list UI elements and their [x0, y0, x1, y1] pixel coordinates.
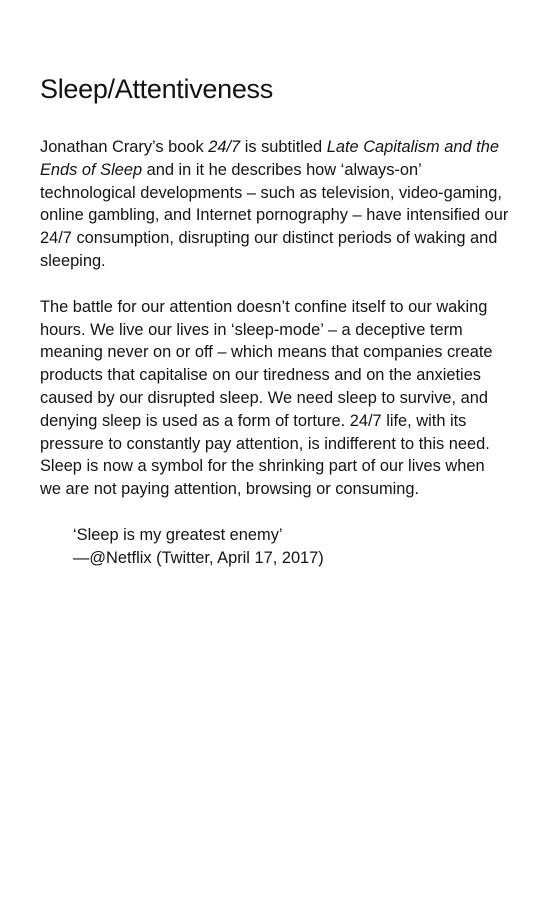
paragraph-intro-text-1: Jonathan Crary’s book: [40, 138, 209, 156]
paragraph-intro-text-3: and in it he describes how ‘always-on’ technological developments – such as television, video-gaming, online gambling, and Internet pornography – have intensified our 24/7 consumption, disrupting our distinct periods of waking and sleeping.: [40, 160, 509, 270]
section-heading: Sleep/Attentiveness: [40, 74, 273, 104]
quote-attribution: —@Netflix (Twitter, April 17, 2017): [73, 548, 324, 567]
book-title-italic: 24/7: [208, 138, 241, 156]
quote-text: ‘Sleep is my greatest enemy’: [73, 525, 283, 544]
quote-block: [73, 524, 510, 570]
paragraph-intro: [40, 136, 510, 273]
paragraph-intro-text-2: is subtitled: [240, 138, 327, 156]
document-page: [40, 72, 510, 570]
book-subtitle-italic: Late Capitalism and the Ends of Sleep: [40, 138, 499, 179]
paragraph-attention: The battle for our attention doesn’t confine itself to our waking hours. We live our lives in ‘sleep-mode’ – a deceptive term meaning never on or off – which means that companies create products that capitalise on our tiredness and on the anxieties caused by our disrupted sleep. We need sleep to survive, and denying sleep is used as a form of torture. 24/7 life, with its pressure to constantly pay attention, is indifferent to this need. Sleep is now a symbol for the shrinking part of our lives when we are not paying attention, browsing or consuming.: [40, 297, 493, 499]
